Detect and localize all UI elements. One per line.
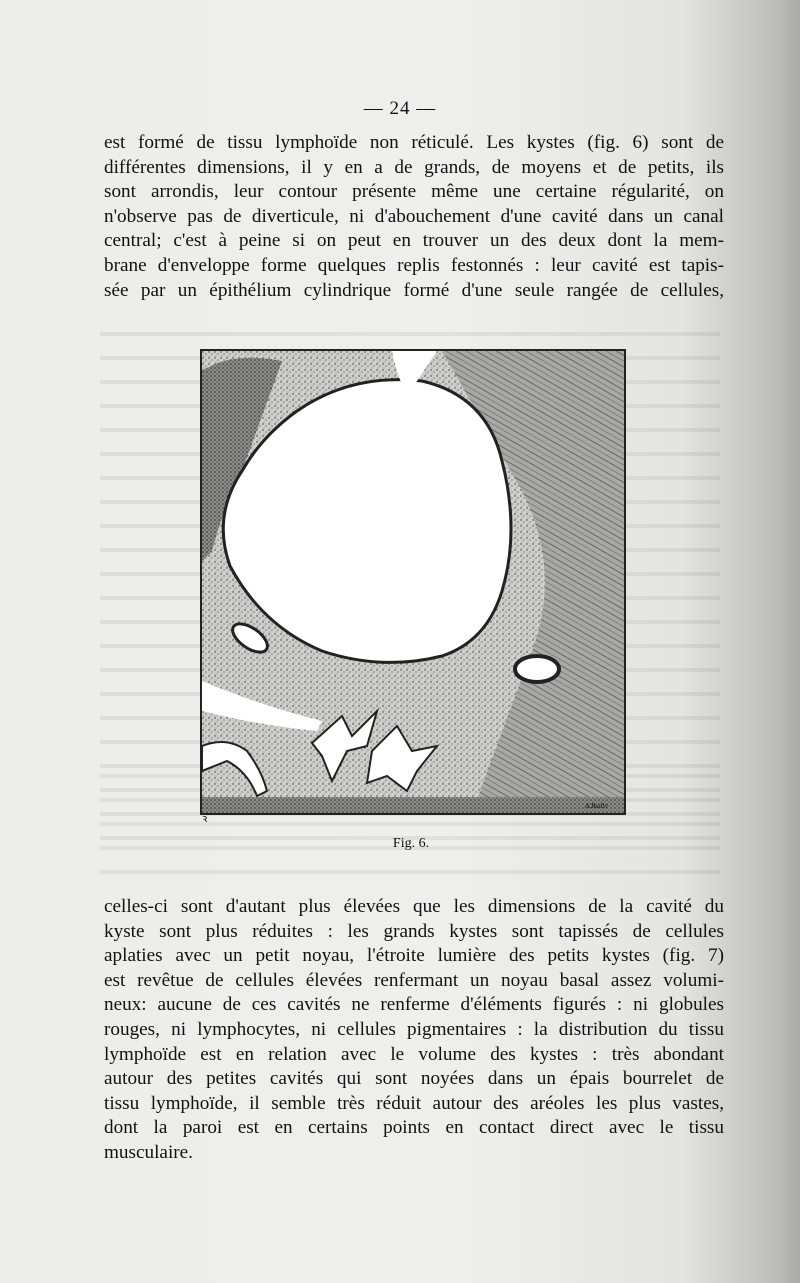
text-line: lymphoïde est en relation avec le volume des kystes : très abondant xyxy=(104,1043,724,1065)
text-line: neux: aucune de ces cavités ne renferme d'éléments figurés : ni globules xyxy=(104,994,724,1016)
text-line: tissu lymphoïde, il semble très réduit autour des aréoles les plus vastes, xyxy=(104,1092,724,1114)
text-line: aplaties avec un petit noyau, l'étroite lumière des petits kystes (fig. 7) xyxy=(104,945,724,967)
text-line: sée par un épithélium cylindrique formé d'une seule rangée de cellules, xyxy=(104,279,724,301)
text-line: dont la paroi est en certains points en contact direct avec le tissu xyxy=(104,1117,724,1139)
figure-6-histology-illustration xyxy=(200,349,626,815)
text-line: est revêtue de cellules élevées renfermant un noyau basal assez volumi- xyxy=(104,969,724,991)
paragraph-top xyxy=(104,131,724,303)
text-line: central; c'est à peine si on peut en trouver un des deux dont la mem- xyxy=(104,230,724,252)
text-line: autour des petites cavités qui sont noyées dans un épais bourrelet de xyxy=(104,1068,724,1090)
figure-caption: Fig. 6. xyxy=(392,836,430,851)
text-line: celles-ci sont d'autant plus élevées que les dimensions de la cavité du xyxy=(104,896,724,917)
text-line: est formé de tissu lymphoïde non réticulé. Les kystes (fig. 6) sont de xyxy=(104,132,724,153)
figure-signature: A.Budin xyxy=(585,802,608,810)
page-number: — 24 — xyxy=(363,98,437,119)
histology-drawing xyxy=(202,351,624,813)
text-line: musculaire. xyxy=(104,1141,193,1163)
text-line: brane d'enveloppe forme quelques replis festonnés : leur cavité est tapis- xyxy=(104,254,724,276)
text-line: sont arrondis, leur contour présente même une certaine régularité, on xyxy=(104,181,724,203)
text-line: n'observe pas de diverticule, ni d'abouchement d'une cavité dans un canal xyxy=(104,205,724,227)
text-line: rouges, ni lymphocytes, ni cellules pigmentaires : la distribution du tissu xyxy=(104,1018,724,1040)
figure-corner-mark: ꝛ xyxy=(202,813,208,825)
paragraph-bottom xyxy=(104,895,724,1166)
small-cyst-right xyxy=(515,656,559,682)
text-line: kyste sont plus réduites : les grands kystes sont tapissés de cellules xyxy=(104,920,724,942)
text-line: différentes dimensions, il y en a de grands, de moyens et de petits, ils xyxy=(104,156,724,178)
